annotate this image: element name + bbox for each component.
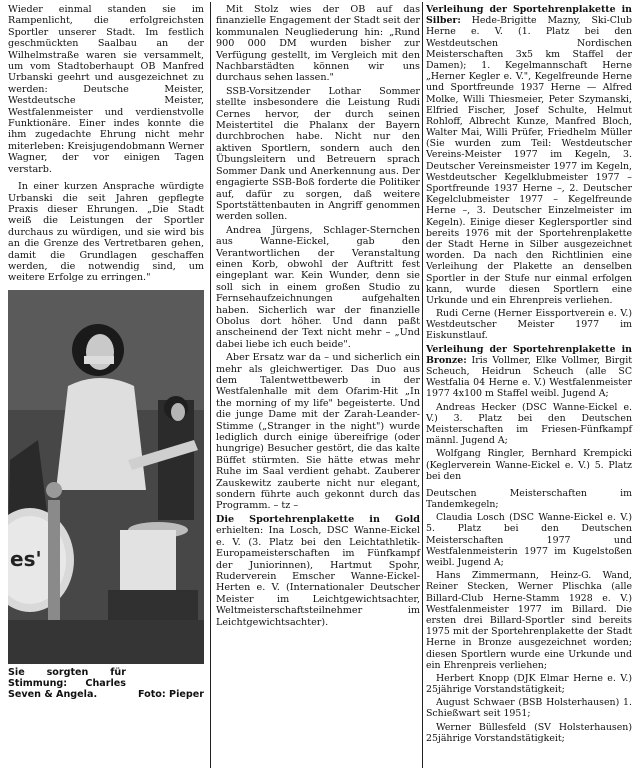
paragraph: Andreas Hecker (DSC Wanne-Eickel e. V.) 3. Platz bei den Deutschen Meisterschaften im Friesen-Fünfkampf männl. Jugend A;	[426, 401, 632, 447]
section-heading: Die Sportehrenplakette in Gold	[216, 513, 420, 525]
paragraph: Aber Ersatz war da – und sicherlich ein mehr als gleichwertiger. Das Duo aus dem Talentwettbewerb in der Westfalenhalle mit dem Ofarim-Hit „In the morning of my life" begeisterte. Und die junge Dame mit der Zarah-Leander-Stimme („Stranger in the night") wurde lediglich durch einige übereifrige (oder hungrige) Besucher gestört, die das kalte Büffet stürmten. Sie hätte etwas mehr Ruhe im Saal verdient gehabt. Zauberer Zauskewitz zauberte nicht nur elegant, sondern führte auch gekonnt durch das Programm. – tz –	[216, 352, 420, 512]
band-photo	[8, 290, 204, 664]
drum-lettering: es'	[10, 546, 42, 571]
section-heading: Verleihung der Sportehrenplakette in Bronze:	[426, 343, 632, 366]
paragraph: In einer kurzen Ansprache würdigte Urbanski die seit Jahren gepflegte Praxis dieser Ehrungen. „Die Stadt weiß die Leistungen der Sportler durchaus zu würdigen, und sie wird bis an die Grenze des Vertretbaren gehen, damit die Grundlagen geschaffen werden, die notwendig sind, um weitere Erfolge zu erringen."	[8, 181, 204, 284]
paragraph: Mit Stolz wies der OB auf das finanzielle Engagement der Stadt seit der kommunalen Neugliederung hin: „Rund 900 000 DM wurden bisher zur Verfügung gestellt, im Vergleich mit den Nachbarstädten können wir uns durchaus sehen lassen."	[216, 4, 420, 84]
paragraph: Werner Büllesfeld (SV Holsterhausen) 25jährige Vorstandstätigkeit;	[426, 721, 632, 744]
photo-credit: Foto: Pieper	[137, 688, 204, 700]
column-2	[216, 4, 420, 630]
photo-caption	[8, 667, 204, 700]
paragraph: SSB-Vorsitzender Lothar Sommer stellte insbesondere die Leistung Rudi Cernes hervor, der durch seinen Meistertitel die Phalanx der Bayern durchbrochen habe. Nicht nur den aktiven Sportlern, sondern auch den Übungsleitern und Betreuern sprach Sommer Dank und Anerkennung aus. Der engagierte SSB-Boß forderte die Politiker auf, dafür zu sorgen, daß weitere Sportstättenbauten in Angriff genommen werden sollen.	[216, 85, 420, 223]
column-rule-2	[422, 2, 423, 768]
paragraph	[426, 4, 632, 306]
paragraph: Wieder einmal standen sie im Rampenlicht, die erfolgreichsten Sportler unserer Stadt. Im festlich geschmückten Saalbau an der Wilhelmstraße waren sie versammelt, um vom Stadtoberhaupt OB Manfred Urbanski geehrt und ausgezeichnet zu werden: Deutsche Meister, Westdeutsche Meister, Westfalenmeister und verdienstvolle Funktionäre. Einer indes konnte die ihm zugedachte Ehrung nicht mehr miterleben: Kreisjugendobmann Werner Wagner, der vor einigen Tagen verstarb.	[8, 4, 204, 175]
column-3	[426, 4, 632, 746]
paragraph-text: Iris Vollmer, Elke Vollmer, Birgit Scheuch, Heidrun Scheuch (alle SC Westfalia 04 Herne e. V.) Westfalenmeister 1977 4x100 m Staffel weibl. Jugend A;	[426, 354, 632, 400]
paragraph: Andrea Jürgens, Schlager-Sternchen aus Wanne-Eickel, gab den Verantwortlichen der Veranstaltung einen Korb, obwohl der Auftritt fest eingeplant war. Kein Wunder, denn sie soll sich in einem großen Studio zu Fernsehaufzeichnungen aufgehalten haben. Sicherlich war der finanzielle Obolus dort höher. Und dann paßt anscheinend der Text nicht mehr – „Und dabei liebe ich euch beide".	[216, 224, 420, 350]
paragraph: Deutschen Meisterschaften im Tandemkegeln;	[426, 487, 632, 511]
paragraph: Herbert Knopp (DJK Elmar Herne e. V.) 25jährige Vorstandstätigkeit;	[426, 672, 632, 696]
paragraph: Claudia Losch (DSC Wanne-Eickel e. V.) 5. Platz bei den Deutschen Meisterschaften 1977 und Westfalenmeisterin 1977 im Kugelstoßen weibl. Jugend A;	[426, 512, 632, 568]
paragraph	[426, 344, 632, 400]
paragraph: Wolfgang Ringler, Bernhard Krempicki (Keglerverein Wanne-Eickel e. V.) 5. Platz bei den	[426, 448, 632, 482]
paragraph-text: erhielten: Ina Losch, DSC Wanne-Eickel e. V. (3. Platz bei den Leichtathletik-Europameisterschaften im Fünfkampf der Juniorinnen), Hartmut Spohr, Ruderverein Emscher Wanne-Eickel-Herten e. V. (Internationaler Deutscher Meister im Leichtgewichtsachter, Weltmeisterschaftsteilnehmer im Leichtgewichtsachter).	[216, 525, 420, 628]
column-rule-1	[210, 2, 211, 768]
paragraph	[216, 514, 420, 628]
column-1	[8, 4, 204, 700]
paragraph: Rudi Cerne (Herner Eissportverein e. V.) Westdeutscher Meister 1977 im Eiskunstlauf.	[426, 308, 632, 342]
caption-text: Sie sorgten für Stimmung: Charles Seven & Angela.	[8, 666, 126, 700]
paragraph: Hans Zimmermann, Heinz-G. Wand, Reiner Stecken, Werner Plischka (alle Billard-Club Herne-Stamm 1928 e. V.) Westfalenmeister 1977 im Billard. Die ersten drei Billard-Sportler sind bereits 1975 mit der Sportehrenplakette der Stadt Herne in Bronze ausgezeichnet worden; diesen Sportlern wurde eine Urkunde und ein Ehrenpreis verliehen;	[426, 570, 632, 671]
paragraph-text: Hede-Brigitte Mazny, Ski-Club Herne e. V. (1. Platz bei den Westdeutschen Nordischen Meisterschaften 3x5 km Staffel der Damen); 1. Kegelmannschaft Herne „Herner Kegler e. V.", Kegelfreunde Herne und Sportfreunde 1937 Herne — Alfred Molke, Willi Thiesmeier, Peter Szymanski, Elfried Fischer, Josef Schulte, Helmut Rohloff, Albrecht Kunze, Manfred Bloch, Walter Mai, Willi Prüfer, Friedhelm Müller (Sie wurden zum Teil: Westdeutscher Vereins-Meister 1977 im Kegeln, 3. Deutscher Vereinsmeister 1977 im Kegeln, Westdeutscher Kegelklubmeister 1977 – Sportfreunde 1937 Herne –, 2. Deutscher Kegelclubmeister 1977 – Kegelfreunde Herne –, 3. Deutscher Einzelmeister im Kegeln). Einige dieser Keglersportler sind bereits 1976 mit der Sportehrenplakette der Stadt Herne in Silber ausgezeichnet worden. Da nach den Richtlinien eine Verleihung der Plakette an denselben Sportler in der Stufe nur einmal erfolgen kann, wurde diesen Sportlern eine Urkunde und ein Ehrenpreis verliehen.	[426, 15, 632, 306]
paragraph: August Schwaer (BSB Holsterhausen) 1. Schießwart seit 1951;	[426, 697, 632, 720]
section-heading: Verleihung der Sportehrenplakette in Silber:	[426, 4, 632, 27]
